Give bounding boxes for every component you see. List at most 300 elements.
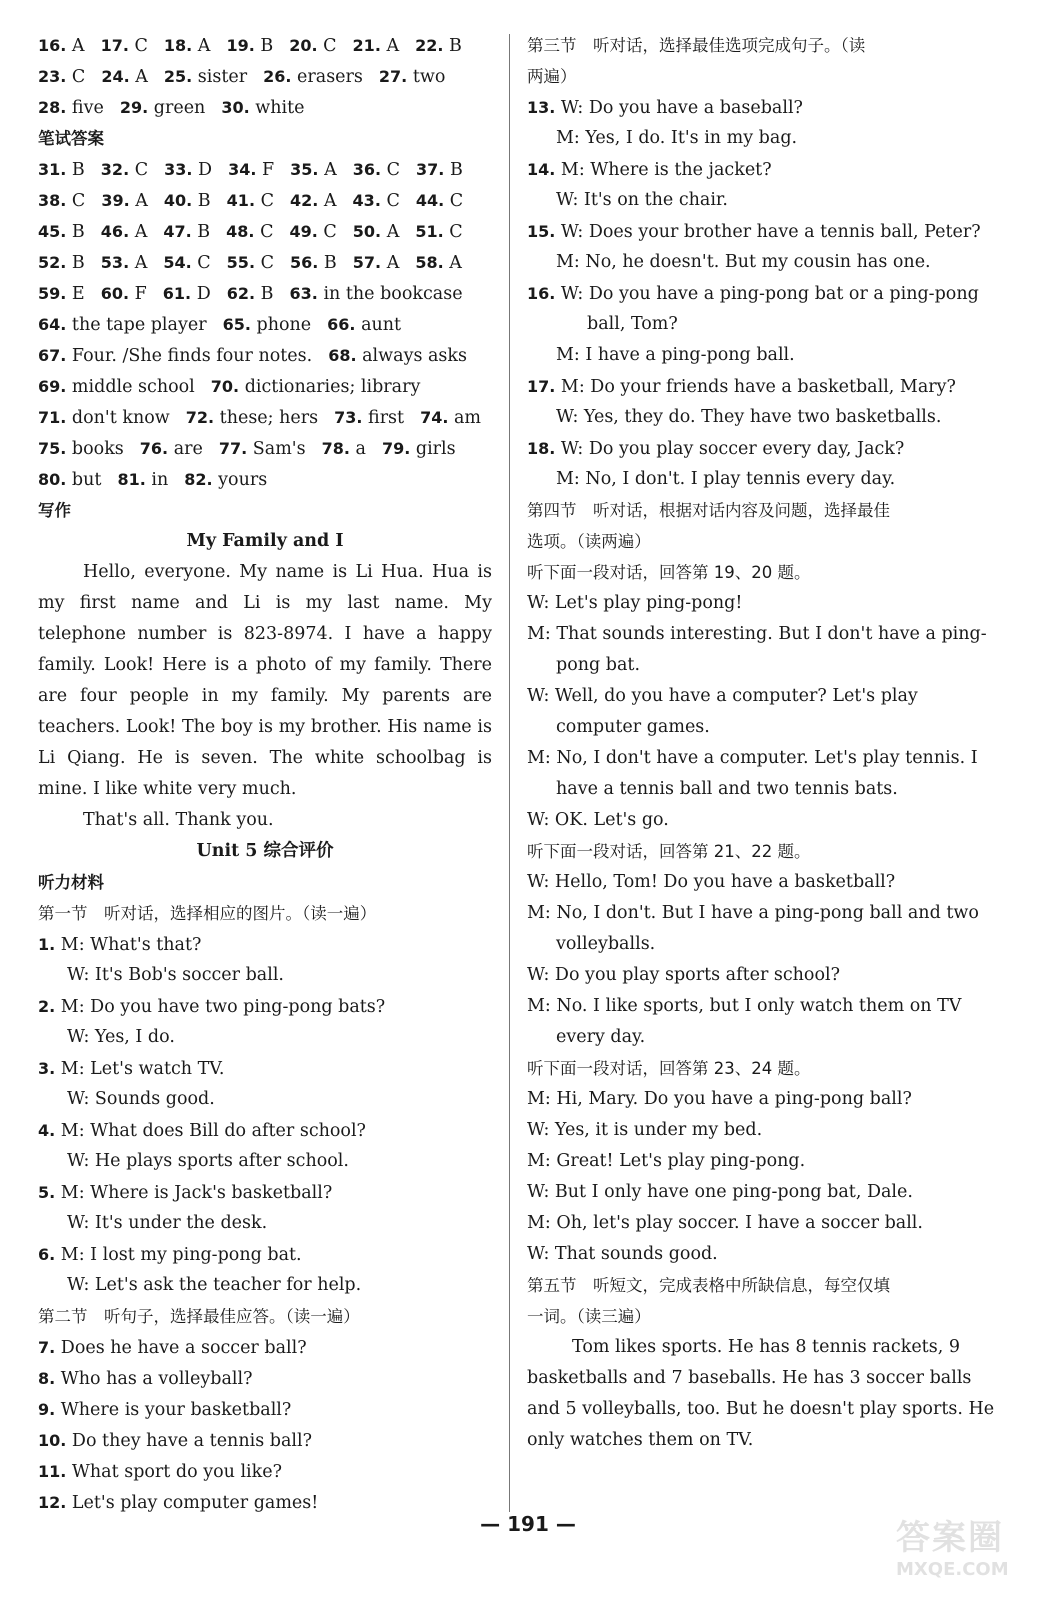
dialog-line: computer games. <box>556 717 710 737</box>
dialog-line <box>527 278 979 309</box>
answer-row <box>38 340 492 371</box>
answer-value: phone <box>256 315 312 335</box>
sentence-line <box>38 1425 492 1456</box>
answer-value: C <box>260 222 274 242</box>
answer-number: 46. <box>100 222 130 241</box>
answer-number: 30. <box>221 98 250 117</box>
answer-value: erasers <box>297 67 363 87</box>
answer-item <box>227 278 274 310</box>
dialog-line <box>38 991 492 1022</box>
answer-item <box>38 340 312 372</box>
answer-number: 67. <box>38 346 67 365</box>
page-number: — 191 — <box>480 1512 576 1536</box>
dialog-text: M: Where is the jacket? <box>560 160 772 180</box>
answer-item <box>353 216 400 248</box>
answer-number: 25. <box>163 67 193 86</box>
answer-value: am <box>454 408 482 428</box>
answer-number: 37. <box>416 160 445 179</box>
watermark-logo <box>896 1510 1042 1590</box>
answer-item <box>117 464 168 496</box>
answer-row <box>38 309 492 340</box>
dialog-line: W: Do you play sports after school? <box>527 965 840 985</box>
answer-value: F <box>261 160 275 180</box>
dialog-text: M: What does Bill do after school? <box>60 1121 366 1141</box>
question-number: 3. <box>38 1059 56 1078</box>
answer-item <box>353 185 400 217</box>
answer-number: 64. <box>38 315 67 334</box>
question-number: 5. <box>38 1183 56 1202</box>
question-prompt: 听下面一段对话，回答第 19、20 题。 <box>527 563 811 582</box>
dialog-line <box>527 216 979 247</box>
answer-row <box>38 278 492 309</box>
answer-value: in the bookcase <box>323 284 463 304</box>
answer-item <box>328 340 467 372</box>
answer-number: 45. <box>38 222 67 241</box>
answer-item <box>227 185 274 217</box>
section-heading: 笔试答案 <box>38 129 104 148</box>
answer-item <box>290 185 337 217</box>
answer-value: B <box>449 160 463 180</box>
answer-number: 50. <box>352 222 382 241</box>
answer-number: 75. <box>38 439 67 458</box>
answer-value: A <box>449 253 462 273</box>
question-number: 11. <box>38 1462 67 1481</box>
answer-value: but <box>71 470 102 490</box>
dialog-line: W: Let's ask the teacher for help. <box>67 1275 362 1295</box>
answer-value: C <box>197 253 211 273</box>
answer-item <box>416 185 463 217</box>
sentence-text: Let's play computer games! <box>71 1493 319 1513</box>
answer-item <box>382 433 456 465</box>
answer-item <box>420 402 481 434</box>
answer-value: first <box>368 408 405 428</box>
sentence-line <box>38 1332 492 1363</box>
answer-item <box>38 247 85 279</box>
watermark-text: 答案圈 <box>896 1518 1004 1558</box>
answer-number: 62. <box>226 284 256 303</box>
answer-value: C <box>386 191 400 211</box>
sentence-text: Where is your basketball? <box>60 1400 292 1420</box>
answer-value: two <box>412 67 446 87</box>
dialog-line: M: That sounds interesting. But I don't have a ping- <box>527 624 987 644</box>
answer-row <box>38 402 492 433</box>
passage-line: and 5 volleyballs, too. But he doesn't play sports. He <box>527 1399 995 1419</box>
answer-number: 61. <box>162 284 192 303</box>
dialog-line: M: Yes, I do. It's in my bag. <box>556 128 798 148</box>
answer-item <box>226 30 273 62</box>
answer-value: these; hers <box>219 408 319 428</box>
answer-value: A <box>135 191 148 211</box>
question-number: 6. <box>38 1245 56 1264</box>
answer-number: 42. <box>289 191 319 210</box>
essay-title: My Family and I <box>186 531 344 551</box>
answer-value: A <box>135 67 148 87</box>
answer-item <box>226 216 273 248</box>
answer-item <box>38 216 85 248</box>
answer-item <box>415 30 462 62</box>
answer-item <box>38 185 85 217</box>
answer-number: 17. <box>100 36 129 55</box>
answer-item <box>38 433 124 465</box>
right-column <box>527 30 995 1456</box>
answer-item <box>38 61 85 93</box>
answer-value: A <box>386 253 400 273</box>
answer-number: 34. <box>228 160 257 179</box>
answer-value: books <box>71 439 124 459</box>
answer-item <box>101 247 148 279</box>
section-heading: 听力材料 <box>38 873 104 892</box>
dialog-line: W: Yes, it is under my bed. <box>527 1120 763 1140</box>
answer-item <box>38 464 101 496</box>
answer-value: A <box>134 253 148 273</box>
dialog-line <box>38 1053 492 1084</box>
answer-item <box>163 247 210 279</box>
answer-item <box>290 247 337 279</box>
answer-value: C <box>449 222 463 242</box>
answer-item <box>164 30 211 62</box>
dialog-line: W: Hello, Tom! Do you have a basketball? <box>527 872 896 892</box>
answer-number: 77. <box>218 439 248 458</box>
answer-value: green <box>153 98 206 118</box>
answer-item <box>221 92 304 124</box>
answer-item <box>101 185 148 217</box>
question-prompt: 听下面一段对话，回答第 23、24 题。 <box>527 1059 811 1078</box>
answer-number: 41. <box>226 191 256 210</box>
dialog-line: M: No, he doesn't. But my cousin has one. <box>556 252 931 272</box>
section-instruction: 第四节 听对话，根据对话内容及问题，选择最佳 <box>527 501 890 520</box>
answer-number: 49. <box>289 222 318 241</box>
answer-value: C <box>71 67 86 87</box>
answer-value: B <box>71 222 85 242</box>
answer-item <box>163 278 211 310</box>
dialog-line <box>38 1239 492 1270</box>
answer-item <box>164 61 247 93</box>
answer-value: girls <box>415 439 456 459</box>
answer-number: 20. <box>289 36 318 55</box>
question-number: 2. <box>38 997 56 1016</box>
answer-number: 55. <box>226 253 256 272</box>
dialog-line: pong bat. <box>556 655 641 675</box>
section-instruction: 第二节 听句子，选择最佳应答。（读一遍） <box>38 1307 360 1326</box>
dialog-line: W: Sounds good. <box>67 1089 215 1109</box>
answer-number: 29. <box>119 98 149 117</box>
sentence-line <box>38 1394 492 1425</box>
answer-item <box>38 371 195 403</box>
answer-value: C <box>71 191 86 211</box>
passage-line: Tom likes sports. He has 8 tennis rackets, 9 <box>572 1337 960 1357</box>
dialog-text: M: Where is Jack's basketball? <box>60 1183 333 1203</box>
answer-value: C <box>323 36 337 56</box>
dialog-line: W: He plays sports after school. <box>67 1151 349 1171</box>
answer-row <box>38 371 492 402</box>
column-divider <box>509 34 510 1512</box>
dialog-line <box>38 1177 492 1208</box>
answer-number: 28. <box>38 98 67 117</box>
dialog-line: W: It's Bob's soccer ball. <box>67 965 284 985</box>
answer-number: 72. <box>185 408 215 427</box>
answer-number: 74. <box>420 408 449 427</box>
sentence-line <box>38 1456 492 1487</box>
dialog-line <box>527 371 979 402</box>
answer-value: are <box>173 439 203 459</box>
answer-value: B <box>197 222 211 242</box>
dialog-line: W: But I only have one ping-pong bat, Dale. <box>527 1182 913 1202</box>
answer-value: C <box>386 160 401 180</box>
dialog-line: W: Let's play ping-pong! <box>527 593 743 613</box>
dialog-line: M: I have a ping-pong ball. <box>556 345 795 365</box>
answer-row <box>38 247 492 278</box>
dialog-line <box>527 433 979 464</box>
dialog-text: M: What's that? <box>60 935 202 955</box>
answer-value: E <box>71 284 85 304</box>
question-number: 14. <box>527 160 556 179</box>
section-instruction: 第三节 听对话，选择最佳选项完成句子。（读 <box>527 36 866 55</box>
question-number: 13. <box>527 98 556 117</box>
answer-value: C <box>134 160 149 180</box>
question-number: 1. <box>38 935 56 954</box>
answer-number: 59. <box>38 284 67 303</box>
answer-item <box>228 154 274 186</box>
question-number: 12. <box>38 1493 67 1512</box>
dialog-line: W: That sounds good. <box>527 1244 718 1264</box>
answer-item <box>101 216 148 248</box>
question-number: 16. <box>527 284 556 303</box>
answer-number: 66. <box>327 315 356 334</box>
answer-item <box>379 61 445 93</box>
answer-number: 70. <box>210 377 240 396</box>
answer-item <box>290 278 463 310</box>
answer-item <box>38 309 207 341</box>
answer-number: 18. <box>163 36 193 55</box>
answer-number: 31. <box>38 160 67 179</box>
answer-item <box>140 433 203 465</box>
dialog-text: M: Do you have two ping-pong bats? <box>60 997 386 1017</box>
answer-item <box>290 154 337 186</box>
answer-number: 54. <box>163 253 192 272</box>
answer-row <box>38 464 492 495</box>
answer-number: 60. <box>100 284 130 303</box>
section-instruction: 第五节 听短文，完成表格中所缺信息，每空仅填 <box>527 1276 890 1295</box>
answer-row <box>38 216 492 247</box>
answer-value: dictionaries; library <box>244 377 421 397</box>
answer-number: 38. <box>38 191 67 210</box>
answer-number: 32. <box>100 160 130 179</box>
dialog-line: M: Oh, let's play soccer. I have a soccer ball. <box>527 1213 923 1233</box>
answer-number: 21. <box>352 36 381 55</box>
answer-number: 76. <box>139 439 169 458</box>
answer-value: Sam's <box>252 439 306 459</box>
dialog-line <box>38 1115 492 1146</box>
answer-number: 16. <box>38 36 67 55</box>
answer-item <box>263 61 363 93</box>
sentence-line <box>38 1363 492 1394</box>
answer-number: 73. <box>334 408 363 427</box>
answer-item <box>227 247 274 279</box>
answer-value: B <box>71 160 85 180</box>
left-column <box>38 30 492 1518</box>
answer-number: 80. <box>38 470 67 489</box>
answer-item <box>416 154 463 186</box>
answer-number: 78. <box>321 439 350 458</box>
answer-value: B <box>323 253 337 273</box>
question-number: 18. <box>527 439 556 458</box>
dialog-line <box>527 154 979 185</box>
answer-number: 27. <box>378 67 408 86</box>
answer-row <box>38 92 492 123</box>
essay-body: Hello, everyone. My name is Li Hua. Hua is my first name and Li is my last name. My telephone number is 823-8974. I have a happy family. Look! Here is a photo of my family. There are four people in my family. My parents are teachers. Look! The boy is my brother. His name is Li Qiang. He is seven. The white schoolbag is mine. I like white very much. <box>38 562 492 799</box>
answer-number: 40. <box>163 191 193 210</box>
answer-row <box>38 30 492 61</box>
answer-value: A <box>324 160 337 180</box>
answer-number: 52. <box>38 253 67 272</box>
answer-item <box>101 61 148 93</box>
answer-number: 19. <box>226 36 255 55</box>
answer-value: C <box>260 191 274 211</box>
dialog-line: every day. <box>556 1027 646 1047</box>
sentence-text: What sport do you like? <box>71 1462 282 1482</box>
answer-number: 26. <box>263 67 292 86</box>
answer-item <box>184 464 267 496</box>
answer-item <box>164 154 212 186</box>
dialog-line: W: Yes, I do. <box>67 1027 175 1047</box>
answer-number: 35. <box>290 160 319 179</box>
answer-item <box>186 402 318 434</box>
answer-value: yours <box>218 470 268 490</box>
answer-value: D <box>196 284 211 304</box>
answer-number: 51. <box>415 222 444 241</box>
answer-value: always asks <box>362 346 467 366</box>
answer-number: 53. <box>100 253 130 272</box>
dialog-line: M: Hi, Mary. Do you have a ping-pong ball? <box>527 1089 912 1109</box>
answer-row <box>38 61 492 92</box>
section-instruction: 一词。（读三遍） <box>527 1307 651 1326</box>
answer-value: A <box>134 222 148 242</box>
dialog-line: M: No, I don't. But I have a ping-pong ball and two <box>527 903 979 923</box>
answer-item <box>38 402 170 434</box>
dialog-text: M: Do your friends have a basketball, Mary? <box>560 377 956 397</box>
answer-number: 57. <box>352 253 382 272</box>
question-number: 15. <box>527 222 556 241</box>
dialog-line: volleyballs. <box>556 934 656 954</box>
answer-number: 79. <box>381 439 411 458</box>
answer-number: 22. <box>415 36 444 55</box>
answer-item <box>101 30 148 62</box>
answer-item <box>101 278 147 310</box>
question-number: 8. <box>38 1369 56 1388</box>
answer-item <box>211 371 421 403</box>
answer-item <box>289 30 336 62</box>
watermark-url: MXQE.COM <box>896 1559 1009 1580</box>
answer-item <box>353 154 400 186</box>
dialog-text: W: Does your brother have a tennis ball, Peter? <box>560 222 981 242</box>
answer-value: B <box>449 36 462 56</box>
answer-item <box>120 92 205 124</box>
sentence-text: Who has a volleyball? <box>60 1369 253 1389</box>
answer-value: Four. /She finds four notes. <box>71 346 313 366</box>
answer-value: B <box>71 253 85 273</box>
answer-item <box>38 278 85 310</box>
question-number: 10. <box>38 1431 67 1450</box>
answer-number: 39. <box>101 191 130 210</box>
answer-value: the tape player <box>71 315 207 335</box>
dialog-text: W: Do you have a ping-pong bat or a ping-pong <box>560 284 979 304</box>
answer-number: 69. <box>38 377 67 396</box>
answer-item <box>101 154 148 186</box>
answer-value: don't know <box>71 408 170 428</box>
answer-number: 81. <box>117 470 146 489</box>
answer-value: in <box>151 470 169 490</box>
answer-value: C <box>449 191 464 211</box>
answer-value: D <box>198 160 213 180</box>
dialog-text: M: I lost my ping-pong bat. <box>60 1245 302 1265</box>
question-number: 17. <box>527 377 556 396</box>
unit-title: Unit 5 综合评价 <box>196 841 334 861</box>
dialog-line <box>38 929 492 960</box>
dialog-line: M: No. I like sports, but I only watch them on TV <box>527 996 962 1016</box>
question-prompt: 听下面一段对话，回答第 21、22 题。 <box>527 842 811 861</box>
dialog-line <box>527 92 979 123</box>
answer-item <box>322 433 366 465</box>
answer-number: 44. <box>415 191 445 210</box>
answer-number: 58. <box>415 253 444 272</box>
answer-value: A <box>71 36 85 56</box>
answer-value: five <box>71 98 104 118</box>
answer-value: F <box>134 284 147 304</box>
answer-number: 68. <box>328 346 357 365</box>
section-instruction: 两遍） <box>527 67 577 86</box>
answer-number: 71. <box>38 408 67 427</box>
answer-value: white <box>255 98 305 118</box>
dialog-line: W: It's on the chair. <box>556 190 728 210</box>
answer-number: 63. <box>289 284 318 303</box>
sentence-text: Do they have a tennis ball? <box>71 1431 312 1451</box>
dialog-line: M: No, I don't. I play tennis every day. <box>556 469 896 489</box>
answer-number: 82. <box>184 470 213 489</box>
dialog-line: W: Yes, they do. They have two basketballs. <box>556 407 942 427</box>
dialog-line: M: Great! Let's play ping-pong. <box>527 1151 806 1171</box>
answer-item <box>219 433 306 465</box>
dialog-line: M: No, I don't have a computer. Let's play tennis. I <box>527 748 978 768</box>
answer-value: B <box>260 284 274 304</box>
answer-number: 65. <box>222 315 251 334</box>
answer-number: 24. <box>101 67 130 86</box>
answer-item <box>38 92 104 124</box>
question-number: 9. <box>38 1400 56 1419</box>
answer-item <box>353 247 400 279</box>
answer-value: A <box>386 222 400 242</box>
answer-number: 23. <box>38 67 67 86</box>
answer-item <box>289 216 336 248</box>
dialog-text: M: Let's watch TV. <box>60 1059 225 1079</box>
answer-item <box>223 309 312 341</box>
answer-item <box>353 30 400 62</box>
answer-value: A <box>323 191 337 211</box>
answer-item <box>415 216 462 248</box>
section-heading: 写作 <box>38 501 71 520</box>
passage-line: basketballs and 7 baseballs. He has 3 soccer balls <box>527 1368 972 1388</box>
answer-item <box>415 247 462 279</box>
answer-number: 56. <box>289 253 319 272</box>
sentence-text: Does he have a soccer ball? <box>60 1338 307 1358</box>
answer-value: B <box>260 36 274 56</box>
answer-value: C <box>260 253 274 273</box>
answer-item <box>38 30 85 62</box>
answer-item <box>163 216 210 248</box>
answer-value: A <box>386 36 400 56</box>
answer-value: C <box>323 222 337 242</box>
dialog-line: W: Well, do you have a computer? Let's play <box>527 686 918 706</box>
answer-number: 33. <box>164 160 193 179</box>
